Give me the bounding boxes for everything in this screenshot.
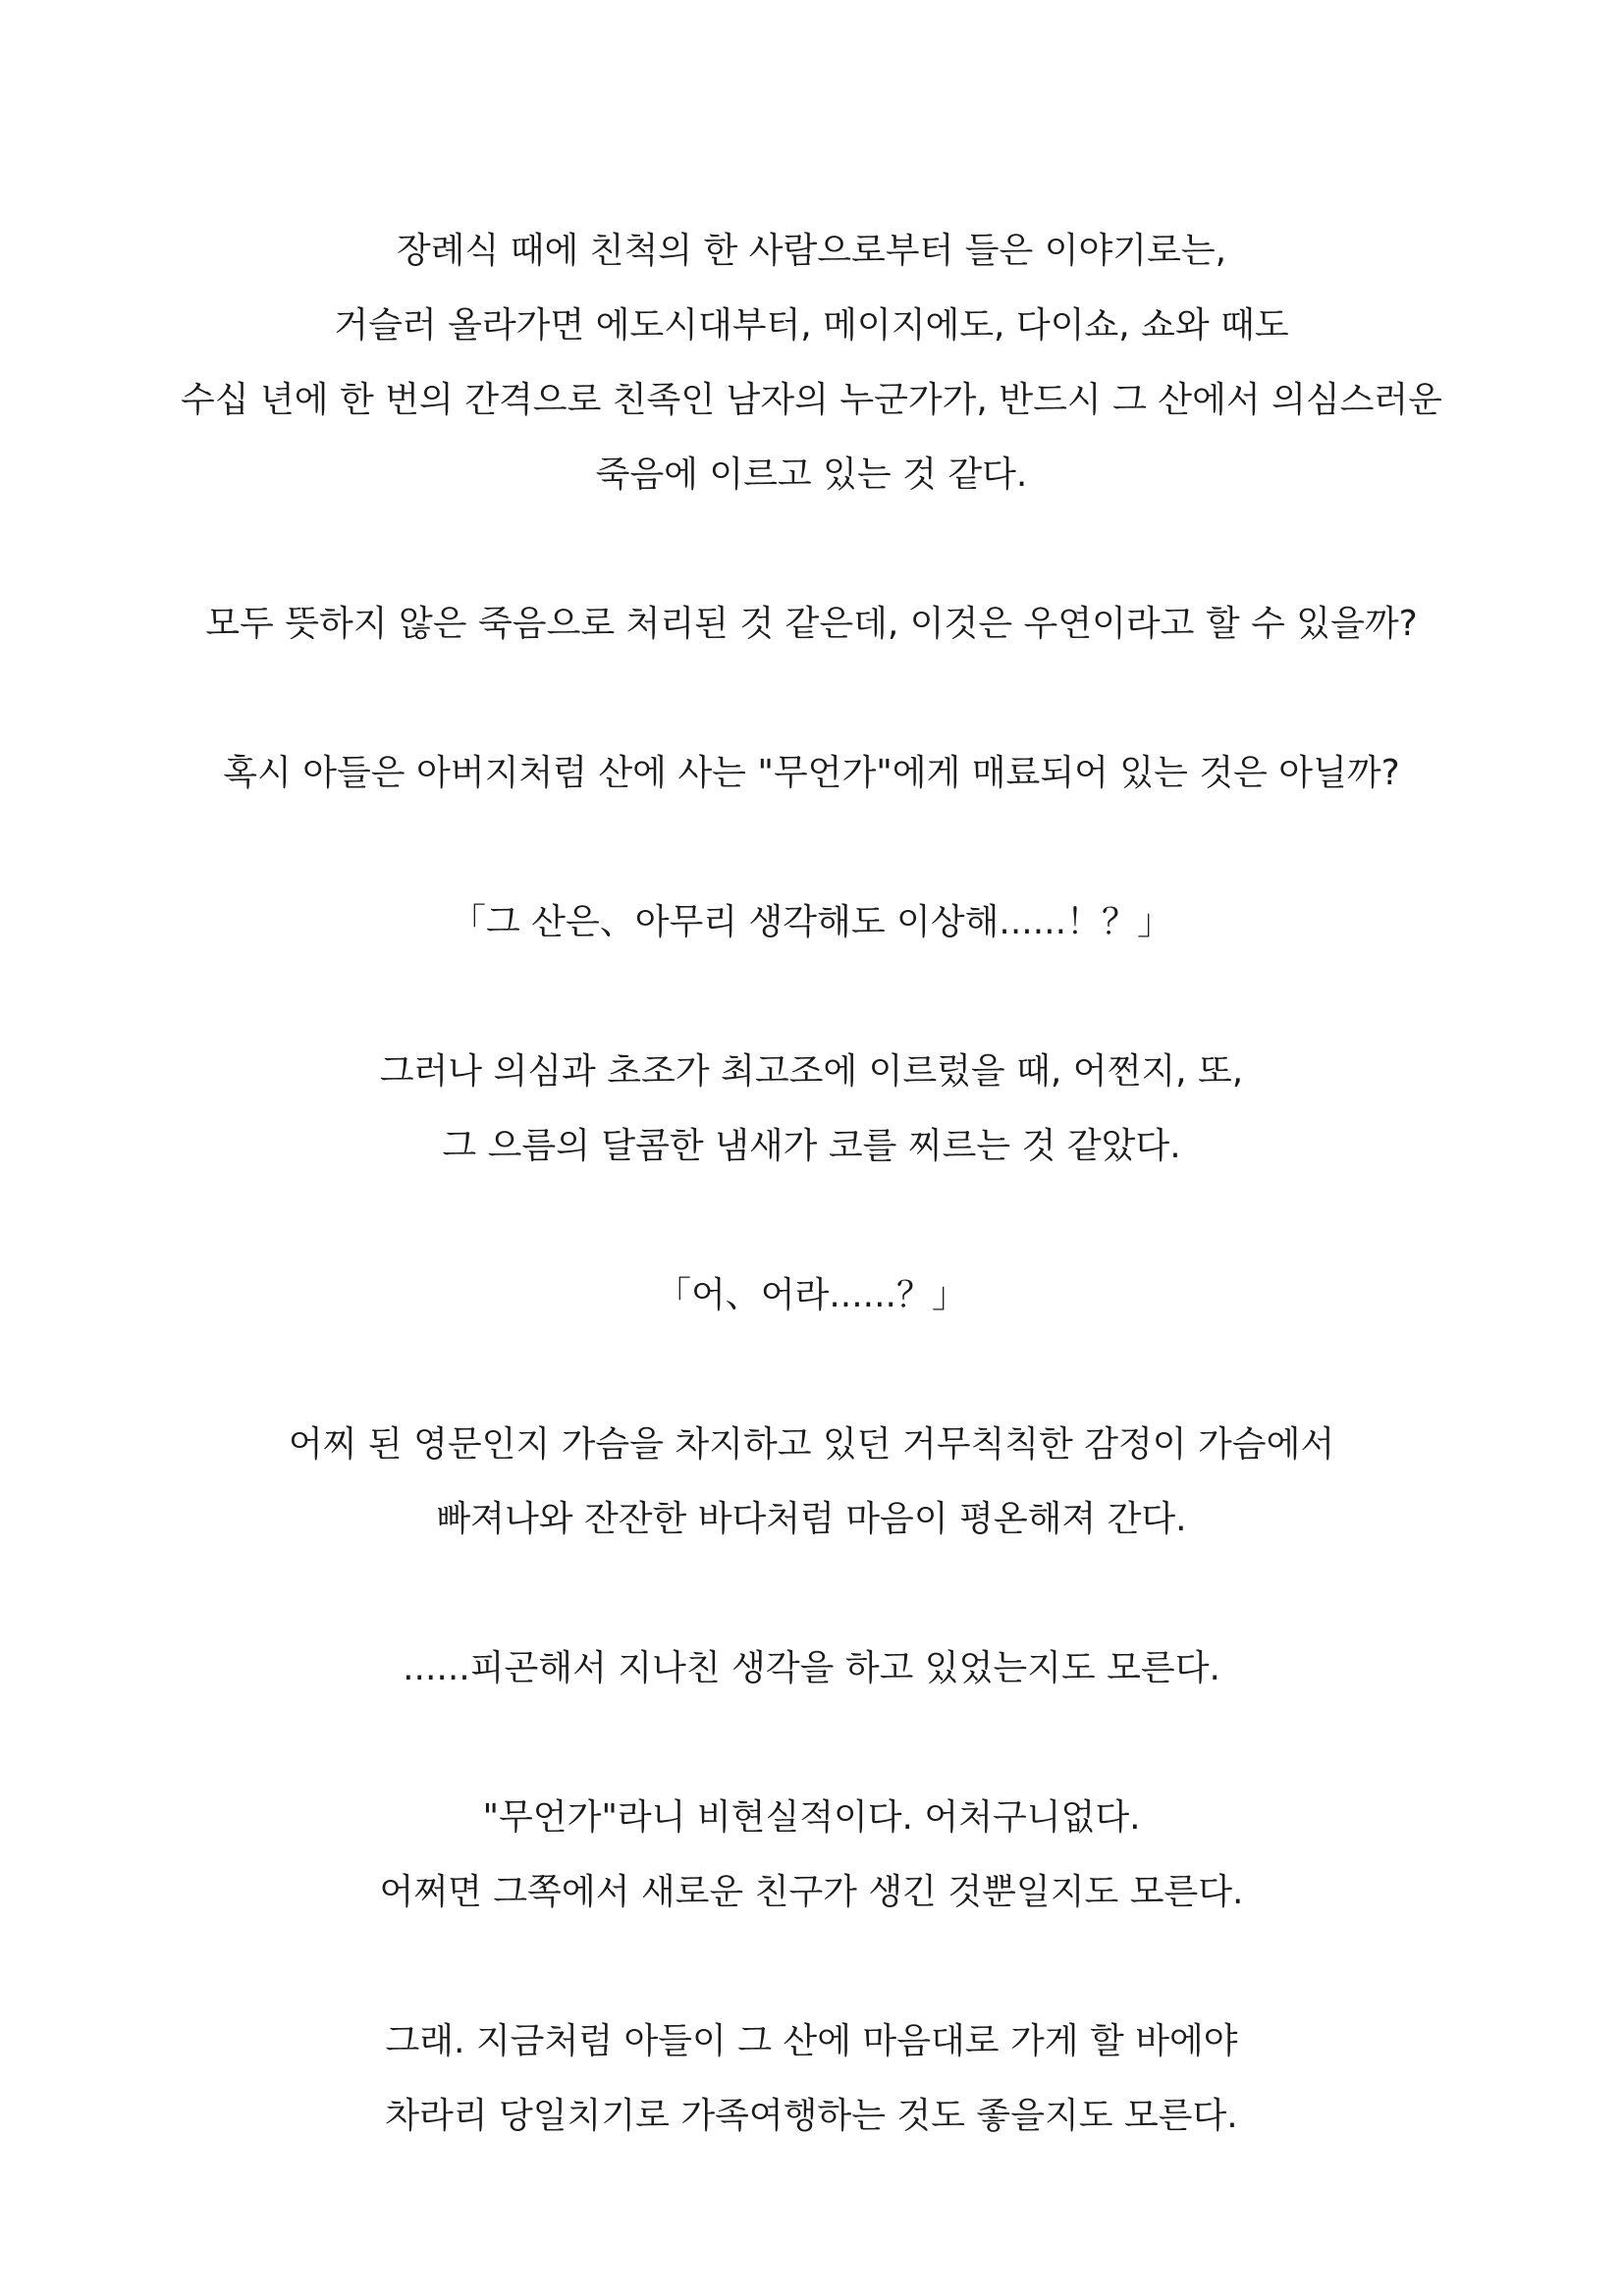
paragraph-7	[0, 1408, 1623, 1557]
paragraph-8	[0, 1631, 1623, 1706]
text-line: 거슬러 올라가면 에도시대부터, 메이지에도, 다이쇼, 쇼와 때도	[334, 305, 1289, 346]
text-line: ......피곤해서 지나친 생각을 하고 있었는지도 모른다.	[403, 1648, 1220, 1688]
text-line: 장례식 때에 친척의 한 사람으로부터 들은 이야기로는,	[396, 231, 1227, 271]
story-text	[0, 214, 1623, 2154]
text-line: 그러나 의심과 초조가 최고조에 이르렀을 때, 어쩐지, 또,	[379, 1051, 1244, 1092]
text-line: 모두 뜻하지 않은 죽음으로 처리된 것 같은데, 이것은 우연이라고 할 수 있을까?	[205, 604, 1418, 644]
text-line: 혹시 아들은 아버지처럼 산에 사는 "무언가"에게 매료되어 있는 것은 아닐까?	[223, 753, 1400, 793]
paragraph-2	[0, 587, 1623, 662]
paragraph-10	[0, 2004, 1623, 2154]
paragraph-4-dialogue	[0, 885, 1623, 960]
text-line: "무언가"라니 비현실적이다. 어처구니없다.	[482, 1797, 1141, 1838]
paragraph-3	[0, 736, 1623, 811]
dialogue-line: 「그 산은、아무리 생각해도 이상해......！？」	[450, 902, 1173, 942]
paragraph-6-dialogue	[0, 1258, 1623, 1333]
paragraph-1	[0, 214, 1623, 512]
text-line: 수십 년에 한 번의 간격으로 친족인 남자의 누군가가, 반드시 그 산에서 의심스러운	[181, 380, 1442, 420]
dialogue-line: 「어、어라......？」	[656, 1275, 967, 1315]
text-line: 빠져나와 잔잔한 바다처럼 마음이 평온해져 간다.	[436, 1499, 1187, 1539]
text-line: 차라리 당일치기로 가족여행하는 것도 좋을지도 모른다.	[385, 2096, 1238, 2136]
text-line: 죽음에 이르고 있는 것 같다.	[595, 454, 1028, 495]
text-line: 어쩌면 그쪽에서 새로운 친구가 생긴 것뿐일지도 모른다.	[379, 1872, 1244, 1912]
paragraph-9	[0, 1781, 1623, 1930]
text-line: 그 으름의 달콤한 냄새가 코를 찌르는 것 같았다.	[442, 1126, 1181, 1166]
text-line: 그래. 지금처럼 아들이 그 산에 마음대로 가게 할 바에야	[385, 2021, 1238, 2061]
text-line: 어찌 된 영문인지 가슴을 차지하고 있던 거무칙칙한 감정이 가슴에서	[288, 1424, 1335, 1465]
paragraph-5	[0, 1035, 1623, 1184]
